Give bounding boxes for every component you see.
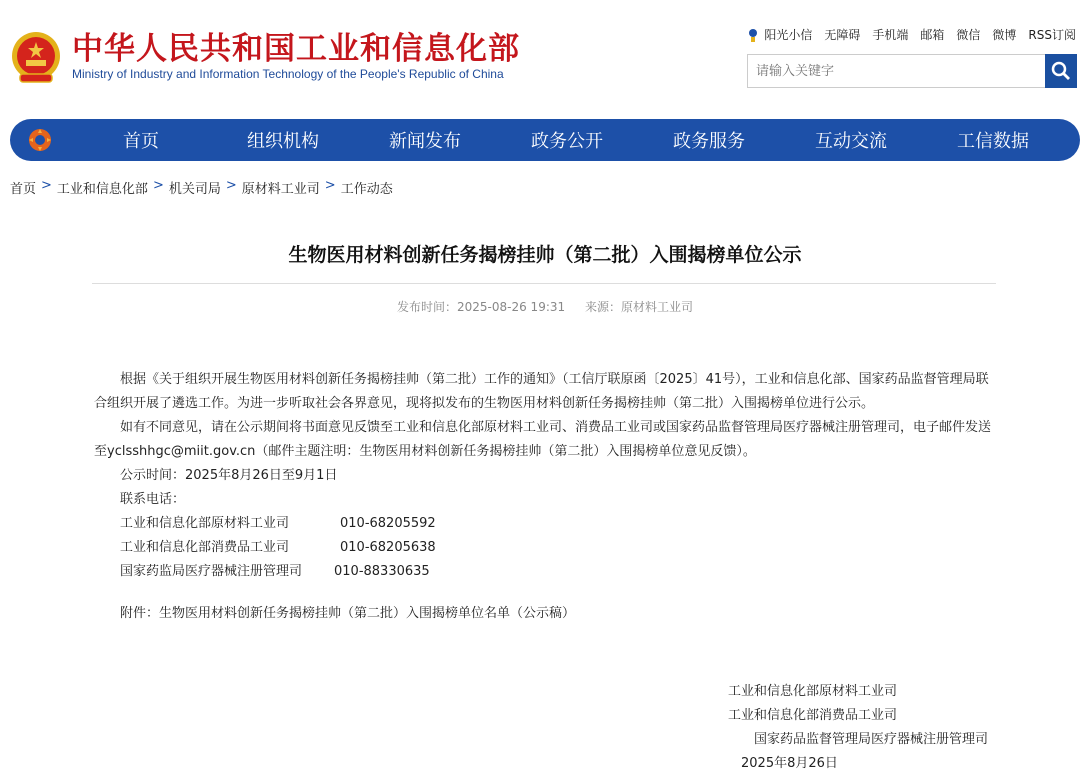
gear-logo-icon: [27, 127, 53, 153]
article-title: 生物医用材料创新任务揭榜挂帅（第二批）入围揭榜单位公示: [288, 244, 802, 266]
signature-raw-materials: 工业和信息化部原材料工业司: [728, 684, 898, 699]
top-links: [746, 26, 1076, 43]
national-emblem-logo: [10, 30, 62, 86]
breadcrumb-raw-materials[interactable]: 原材料工业司: [241, 182, 320, 197]
nav-item-organization[interactable]: 组织机构: [247, 131, 319, 152]
signature-date: 2025年8月26日: [741, 756, 838, 771]
breadcrumb-separator: >: [225, 178, 237, 193]
notice-period: 公示时间：2025年8月26日至9月1日: [120, 468, 338, 483]
search-box: [747, 54, 1077, 88]
top-link-rss[interactable]: RSS订阅: [1028, 28, 1076, 42]
attachment-link[interactable]: 附件：生物医用材料创新任务揭榜挂帅（第二批）入围揭榜单位名单（公示稿）: [120, 606, 576, 621]
top-link-mail[interactable]: 邮箱: [920, 28, 945, 42]
breadcrumb-departments[interactable]: 机关司局: [168, 182, 221, 197]
breadcrumb-ministry[interactable]: 工业和信息化部: [56, 182, 148, 197]
nav-item-gov-services[interactable]: 政务服务: [673, 131, 745, 152]
breadcrumb-home[interactable]: 首页: [10, 182, 37, 197]
contact-org: 工业和信息化部原材料工业司: [120, 516, 290, 531]
search-icon: [1051, 61, 1071, 81]
top-link-weibo[interactable]: 微博: [992, 28, 1017, 42]
paragraph-intro: 根据《关于组织开展生物医用材料创新任务揭榜挂帅（第二批）工作的通知》（工信厅联原函〔2025〕41号），工业和信息化部、国家药品监督管理局联合组织开展了遴选工作。为进一步听取社会各界意见，现将拟发布的生物医用材料创新任务揭榜挂帅（第二批）入围揭榜单位进行公示。: [94, 372, 989, 411]
breadcrumb-separator: >: [41, 178, 52, 193]
breadcrumb: [10, 178, 393, 197]
contact-row: [94, 536, 994, 560]
breadcrumb-separator: >: [152, 178, 164, 193]
contact-org: 国家药监局医疗器械注册管理司: [120, 564, 303, 579]
nav-item-news[interactable]: 新闻发布: [389, 131, 461, 152]
nav-item-gov-affairs[interactable]: 政务公开: [531, 131, 603, 152]
publish-time: 发布时间：2025-08-26 19:31: [397, 300, 566, 314]
breadcrumb-separator: >: [324, 178, 336, 193]
contact-row: [94, 560, 994, 584]
main-nav: [10, 119, 1080, 161]
nav-item-home[interactable]: 首页: [123, 131, 159, 152]
contact-org: 工业和信息化部消费品工业司: [120, 540, 290, 555]
breadcrumb-work-news[interactable]: 工作动态: [340, 182, 393, 197]
nav-logo: [10, 119, 70, 161]
search-button[interactable]: [1045, 54, 1077, 88]
title-divider: [92, 283, 996, 284]
top-link-accessibility[interactable]: 无障碍: [824, 28, 861, 42]
contact-row: [94, 512, 994, 536]
site-subtitle: Ministry of Industry and Information Technology of the People's Republic of China: [72, 67, 504, 81]
search-input[interactable]: [748, 55, 1038, 87]
top-link-label: 阳光小信: [764, 28, 813, 42]
article-body: [94, 368, 994, 626]
site-title[interactable]: 中华人民共和国工业和信息化部: [72, 31, 520, 67]
sunshine-icon: [746, 27, 760, 43]
paragraph-feedback: 如有不同意见，请在公示期间将书面意见反馈至工业和信息化部原材料工业司、消费品工业司或国家药品监督管理局医疗器械注册管理司，电子邮件发送至yclsshhgc@miit.gov.cn（邮件主题注明：生物医用材料创新任务揭榜挂帅（第二批）入围揭榜单位意见反馈）。: [94, 420, 992, 459]
contact-phone: 010-88330635: [334, 564, 430, 579]
top-link-mobile[interactable]: 手机端: [872, 28, 909, 42]
top-link-sunshine[interactable]: [746, 26, 812, 43]
top-link-wechat[interactable]: 微信: [956, 28, 981, 42]
signature-consumer-goods: 工业和信息化部消费品工业司: [728, 708, 898, 723]
nav-item-interaction[interactable]: 互动交流: [815, 131, 887, 152]
nav-item-data[interactable]: 工信数据: [957, 131, 1029, 152]
signature-nmpa: 国家药品监督管理局医疗器械注册管理司: [754, 732, 989, 747]
article-source: 来源：原材料工业司: [584, 300, 693, 314]
contact-phone: 010-68205592: [340, 516, 436, 531]
article-meta: [0, 298, 1080, 315]
contact-phone: 010-68205638: [340, 540, 436, 555]
contact-label: 联系电话：: [120, 492, 186, 507]
